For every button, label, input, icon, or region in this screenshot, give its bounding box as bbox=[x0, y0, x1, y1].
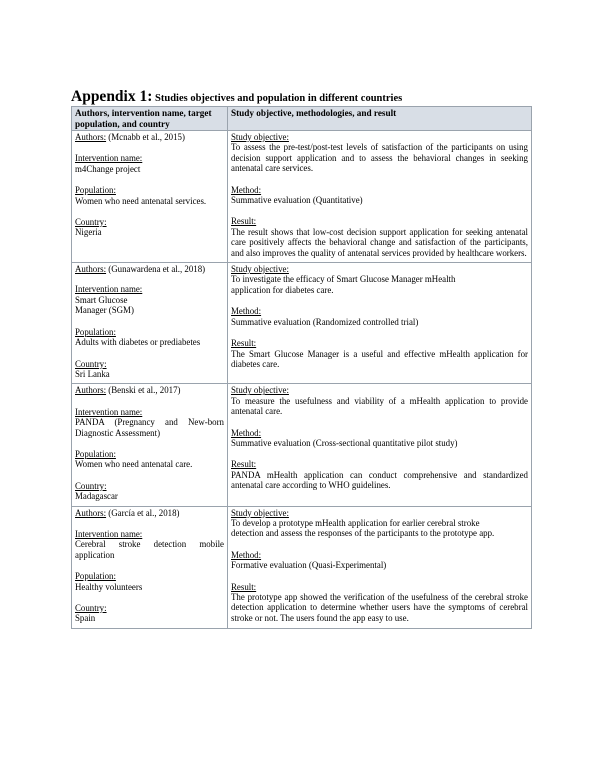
authors-value: (Mcnabb et al., 2015) bbox=[106, 132, 185, 142]
table-row bbox=[72, 506, 532, 628]
result-value: The prototype app showed the verification of the usefulness of the cerebral stroke detection application to determine whether users have the symptoms of cerebral stroke or not. The users found the app easy to use. bbox=[231, 592, 528, 623]
intervention-value: Cerebral stroke detection mobile application bbox=[75, 539, 224, 560]
studies-table bbox=[71, 106, 532, 629]
table-header-row bbox=[72, 107, 532, 131]
table-row bbox=[72, 263, 532, 384]
intervention-value: Smart Glucose Manager (SGM) bbox=[75, 294, 134, 316]
result-label: Result: bbox=[231, 216, 257, 227]
study-info-cell bbox=[72, 131, 228, 263]
intervention-value: PANDA (Pregnancy and New-born Diagnostic Assessment) bbox=[75, 417, 224, 438]
table-row bbox=[72, 384, 532, 506]
result-label: Result: bbox=[231, 581, 257, 592]
population-label: Population: bbox=[75, 326, 116, 337]
study-details-cell bbox=[228, 506, 532, 628]
column-header-authors: Authors, intervention name, target population, and country bbox=[72, 107, 228, 131]
result-value: PANDA mHealth application can conduct comprehensive and standardized antenatal care according to WHO guidelines. bbox=[231, 469, 528, 491]
study-details-cell bbox=[228, 131, 532, 263]
study-info-cell bbox=[72, 506, 228, 628]
method-label: Method: bbox=[231, 427, 262, 438]
country-value: Madagascar bbox=[75, 491, 118, 502]
method-value: Formative evaluation (Quasi-Experimental) bbox=[231, 560, 387, 571]
study-info-cell bbox=[72, 384, 228, 506]
objective-value: To assess the pre-test/post-test levels of satisfaction of the participants on using decision support application and to assess the behavioral changes in seeking antenatal care services. bbox=[231, 142, 528, 174]
population-value: Healthy volunteers bbox=[75, 581, 143, 592]
authors-label: Authors: bbox=[75, 264, 107, 275]
authors-value: (Benski et al., 2017) bbox=[106, 385, 181, 396]
objective-value: To develop a prototype mHealth application for earlier cerebral stroke detection and assess the responses of the participants to the prototype app. bbox=[231, 517, 495, 539]
authors-label: Authors: bbox=[75, 385, 107, 396]
authors-value: (García et al., 2018) bbox=[106, 507, 180, 518]
objective-label: Study objective: bbox=[231, 385, 289, 396]
column-header-objective: Study objective, methodologies, and result bbox=[228, 107, 532, 131]
study-details-cell bbox=[228, 384, 532, 506]
objective-label: Study objective: bbox=[231, 132, 289, 142]
study-details-cell bbox=[228, 263, 532, 384]
intervention-value: m4Change project bbox=[75, 163, 141, 174]
intervention-label: Intervention name: bbox=[75, 406, 143, 417]
objective-label: Study objective: bbox=[231, 507, 289, 518]
population-label: Population: bbox=[75, 185, 116, 196]
study-info-cell bbox=[72, 263, 228, 384]
objective-label: Study objective: bbox=[231, 264, 289, 275]
population-value: Women who need antenatal care. bbox=[75, 459, 193, 470]
country-label: Country: bbox=[75, 603, 107, 613]
method-label: Method: bbox=[231, 549, 262, 560]
country-value: Sri Lanka bbox=[75, 368, 110, 379]
intervention-label: Intervention name: bbox=[75, 153, 143, 164]
objective-value: To measure the usefulness and viability of a mHealth application to provide antenatal care. bbox=[231, 395, 528, 417]
authors-line bbox=[75, 508, 224, 518]
country-value: Spain bbox=[75, 613, 96, 624]
authors-line bbox=[75, 385, 224, 395]
population-label: Population: bbox=[75, 571, 116, 582]
population-value: Women who need antenatal services. bbox=[75, 195, 207, 206]
objective-value: To investigate the efficacy of Smart Glucose Manager mHealth application for diabetes care. bbox=[231, 274, 456, 295]
authors-line bbox=[75, 264, 224, 274]
method-value: Summative evaluation (Cross-sectional quantitative pilot study) bbox=[231, 437, 458, 448]
result-value: The Smart Glucose Manager is a useful and effective mHealth application for diabetes care. bbox=[231, 348, 528, 369]
country-label: Country: bbox=[75, 217, 107, 228]
intervention-label: Intervention name: bbox=[75, 284, 143, 295]
method-value: Summative evaluation (Randomized controlled trial) bbox=[231, 316, 419, 327]
authors-value: (Gunawardena et al., 2018) bbox=[106, 264, 206, 275]
result-label: Result: bbox=[231, 338, 257, 349]
country-label: Country: bbox=[75, 480, 107, 491]
appendix-title bbox=[71, 88, 531, 106]
result-value: The result shows that low-cost decision support application for seeking antenatal care positively affects the behavioral change and satisfaction of the participants, and also improves the quality of antenatal services provided by healthcare workers. bbox=[231, 226, 528, 258]
country-value: Nigeria bbox=[75, 227, 102, 238]
intervention-label: Intervention name: bbox=[75, 528, 143, 539]
appendix-title-prefix: Appendix 1: bbox=[71, 88, 153, 105]
method-label: Method: bbox=[231, 184, 262, 195]
authors-label: Authors: bbox=[75, 507, 107, 518]
table-row bbox=[72, 131, 532, 263]
authors-label: Authors: bbox=[75, 132, 107, 142]
method-value: Summative evaluation (Quantitative) bbox=[231, 195, 363, 206]
population-label: Population: bbox=[75, 448, 116, 459]
authors-line bbox=[75, 132, 224, 142]
result-label: Result: bbox=[231, 459, 257, 470]
method-label: Method: bbox=[231, 306, 262, 317]
country-label: Country: bbox=[75, 358, 107, 369]
appendix-title-text: Studies objectives and population in different countries bbox=[152, 93, 403, 104]
population-value: Adults with diabetes or prediabetes bbox=[75, 337, 201, 348]
